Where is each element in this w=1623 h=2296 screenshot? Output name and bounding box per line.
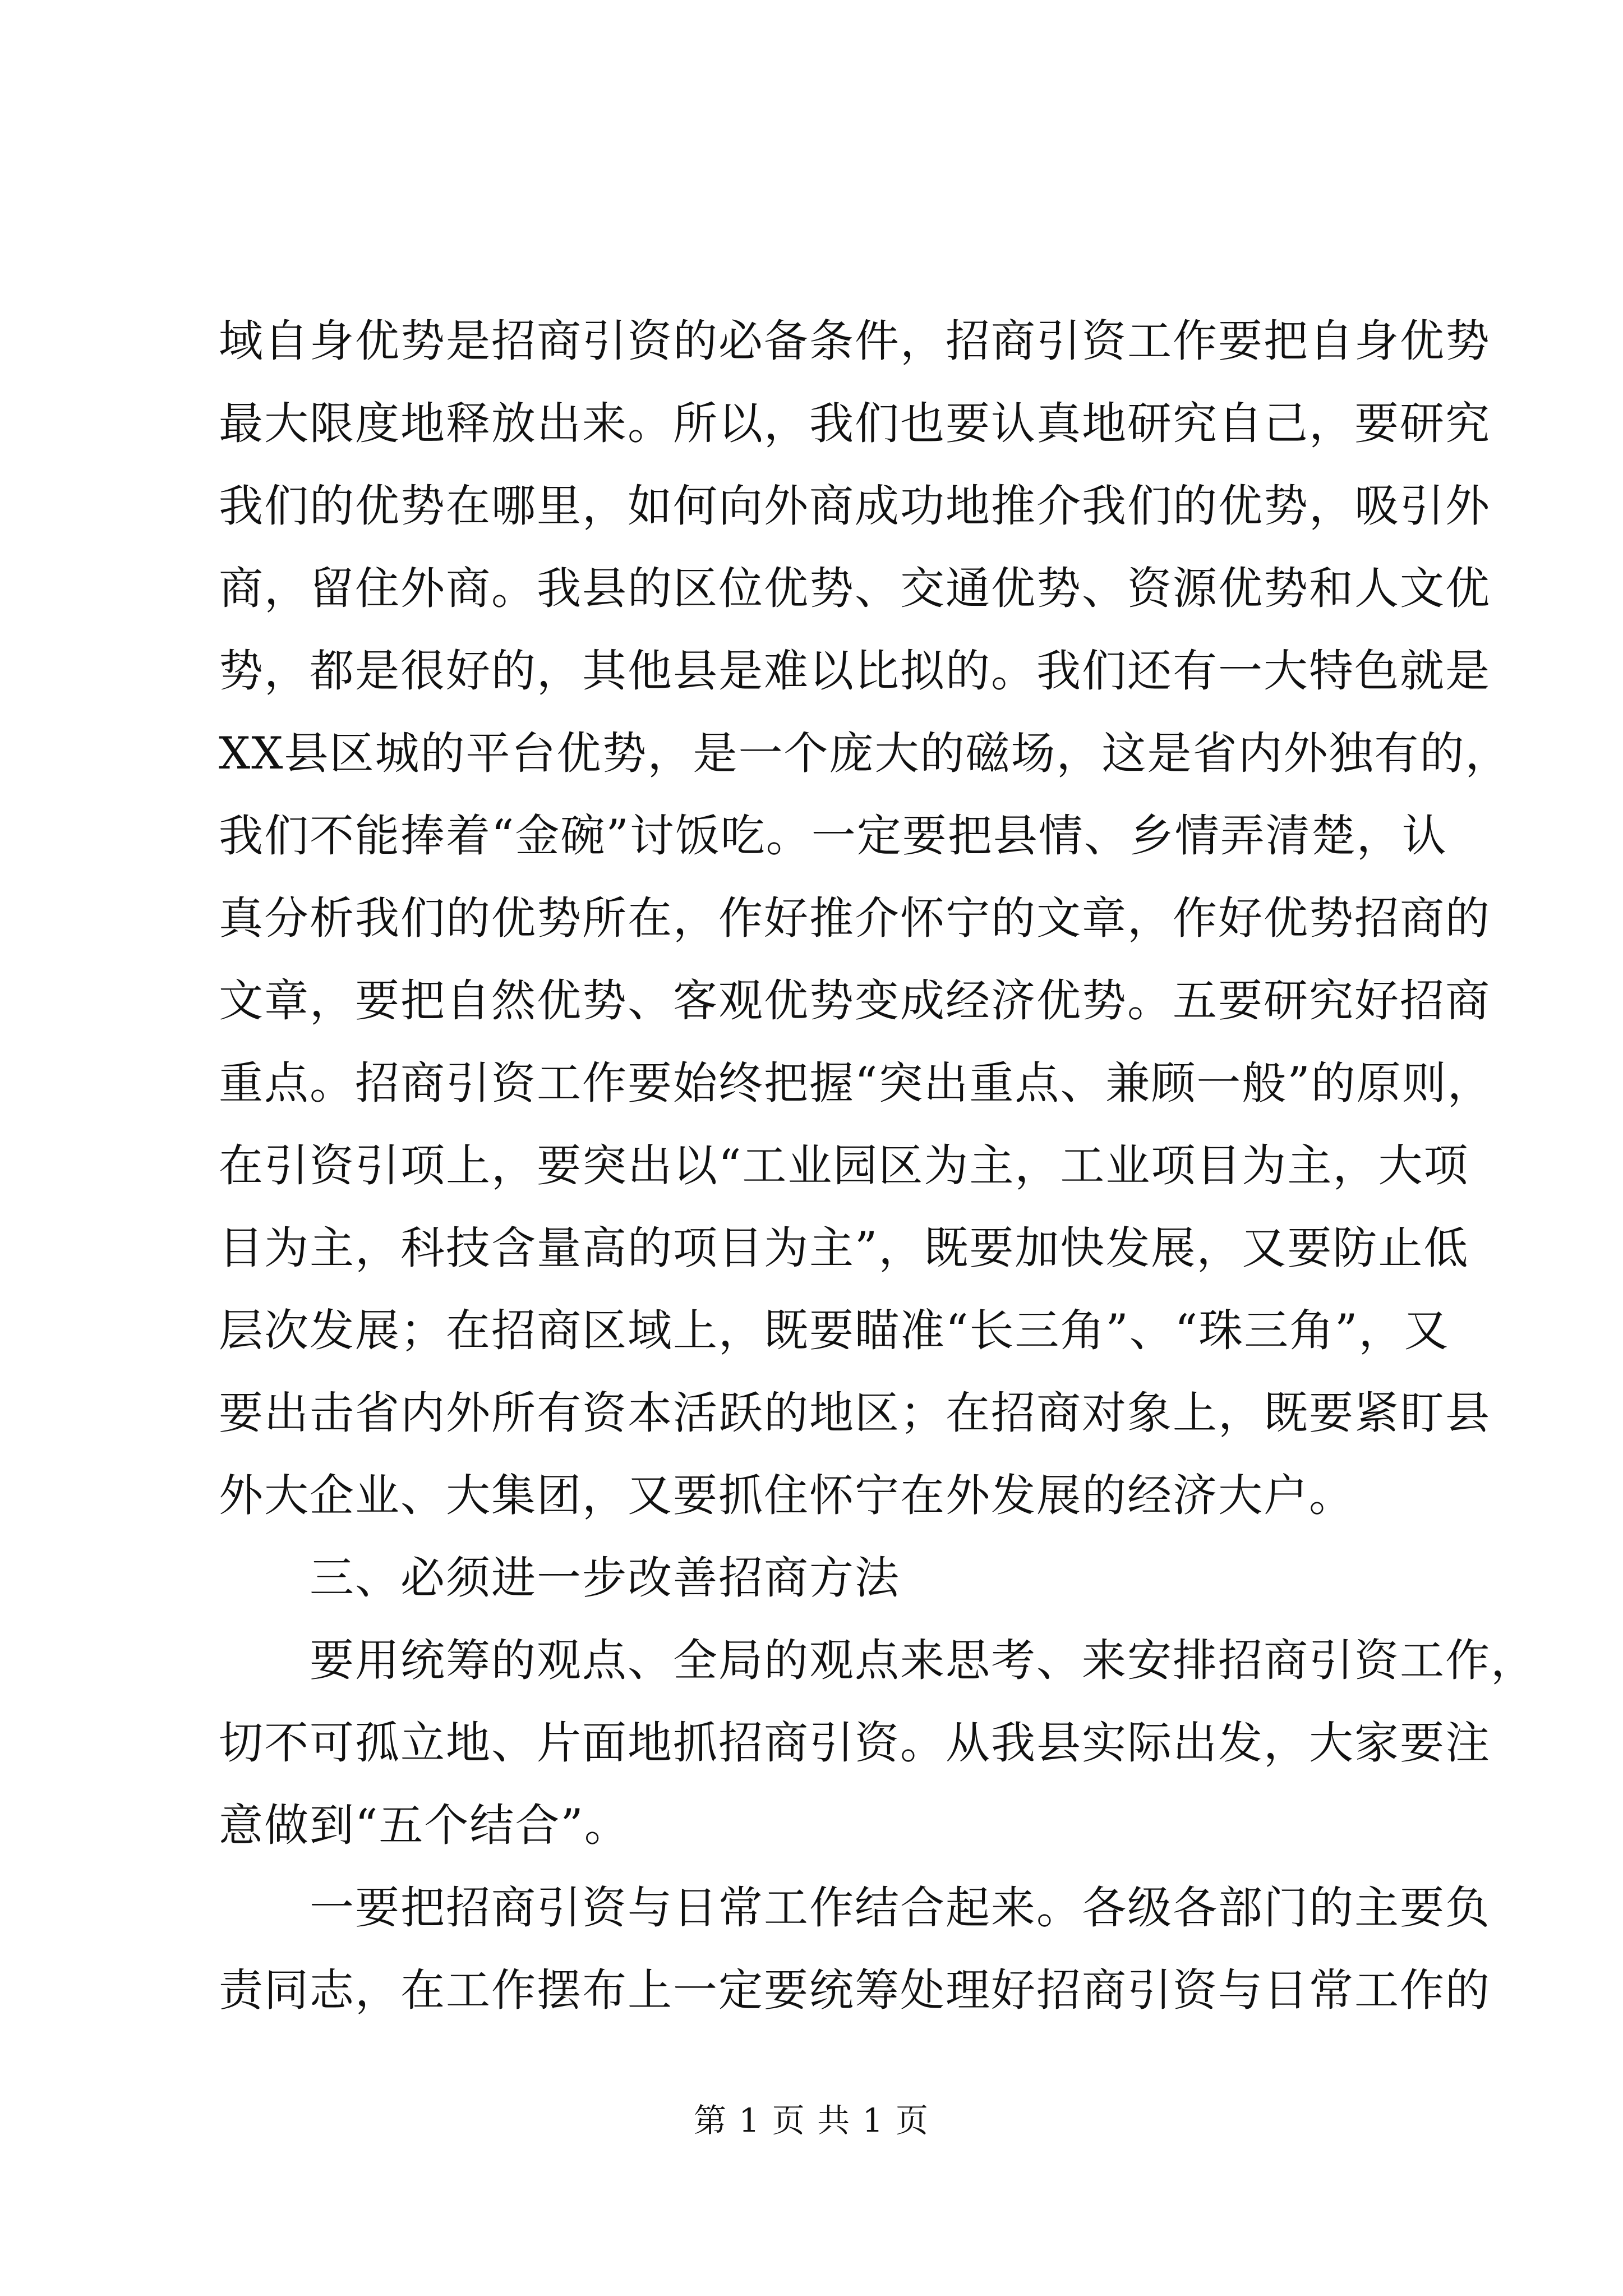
text-line-5: 势，都是很好的，其他县是难以比拟的。我们还有一大特色就是 [219, 645, 1491, 697]
text-line-8: 真分析我们的优势所在，作好推介怀宁的文章，作好优势招商的 [219, 892, 1491, 944]
text-line-2: 最大限度地释放出来。所以，我们也要认真地研究自己，要研究 [219, 398, 1491, 449]
text-line-11: 在引资引项上，要突出以“工业园区为主，工业项目为主，大项 [219, 1140, 1469, 1191]
document-body [219, 300, 1536, 2032]
text-line-12: 目为主，科技含量高的项目为主”，既要加快发展，又要防止低 [219, 1222, 1469, 1274]
text-line-13: 层次发展；在招商区域上，既要瞄准“长三角”、“珠三角”，又 [219, 1305, 1450, 1356]
text-line-3: 我们的优势在哪里，如何向外商成功地推介我们的优势，吸引外 [219, 480, 1491, 532]
page-footer: 第 1 页 共 1 页 [694, 2101, 929, 2139]
text-line-17: 要用统筹的观点、全局的观点来思考、来安排招商引资工作， [310, 1635, 1536, 1686]
text-line-4: 商，留住外商。我县的区位优势、交通优势、资源优势和人文优 [219, 563, 1491, 614]
text-line-15: 外大企业、大集团，又要抓住怀宁在外发展的经济大户。 [219, 1470, 1354, 1521]
text-line-18: 切不可孤立地、片面地抓招商引资。从我县实际出发，大家要注 [219, 1717, 1491, 1769]
text-line-20: 一要把招商引资与日常工作结合起来。各级各部门的主要负 [310, 1882, 1491, 1934]
section-heading: 三、必须进一步改善招商方法 [310, 1552, 900, 1604]
text-line-9: 文章，要把自然优势、客观优势变成经济优势。五要研究好招商 [219, 975, 1491, 1027]
text-line-6: XX县区城的平台优势，是一个庞大的磁场，这是省内外独有的， [219, 728, 1511, 779]
text-line-1: 域自身优势是招商引资的必备条件，招商引资工作要把自身优势 [219, 315, 1491, 367]
text-line-7: 我们不能捧着“金碗”讨饭吃。一定要把县情、乡情弄清楚，认 [219, 810, 1447, 862]
text-line-10: 重点。招商引资工作要始终把握“突出重点、兼顾一般”的原则， [219, 1057, 1493, 1109]
text-line-21: 责同志，在工作摆布上一定要统筹处理好招商引资与日常工作的 [219, 1964, 1491, 2016]
text-line-19: 意做到“五个结合”。 [219, 1800, 630, 1851]
text-line-14: 要出击省内外所有资本活跃的地区；在招商对象上，既要紧盯县 [219, 1387, 1491, 1439]
